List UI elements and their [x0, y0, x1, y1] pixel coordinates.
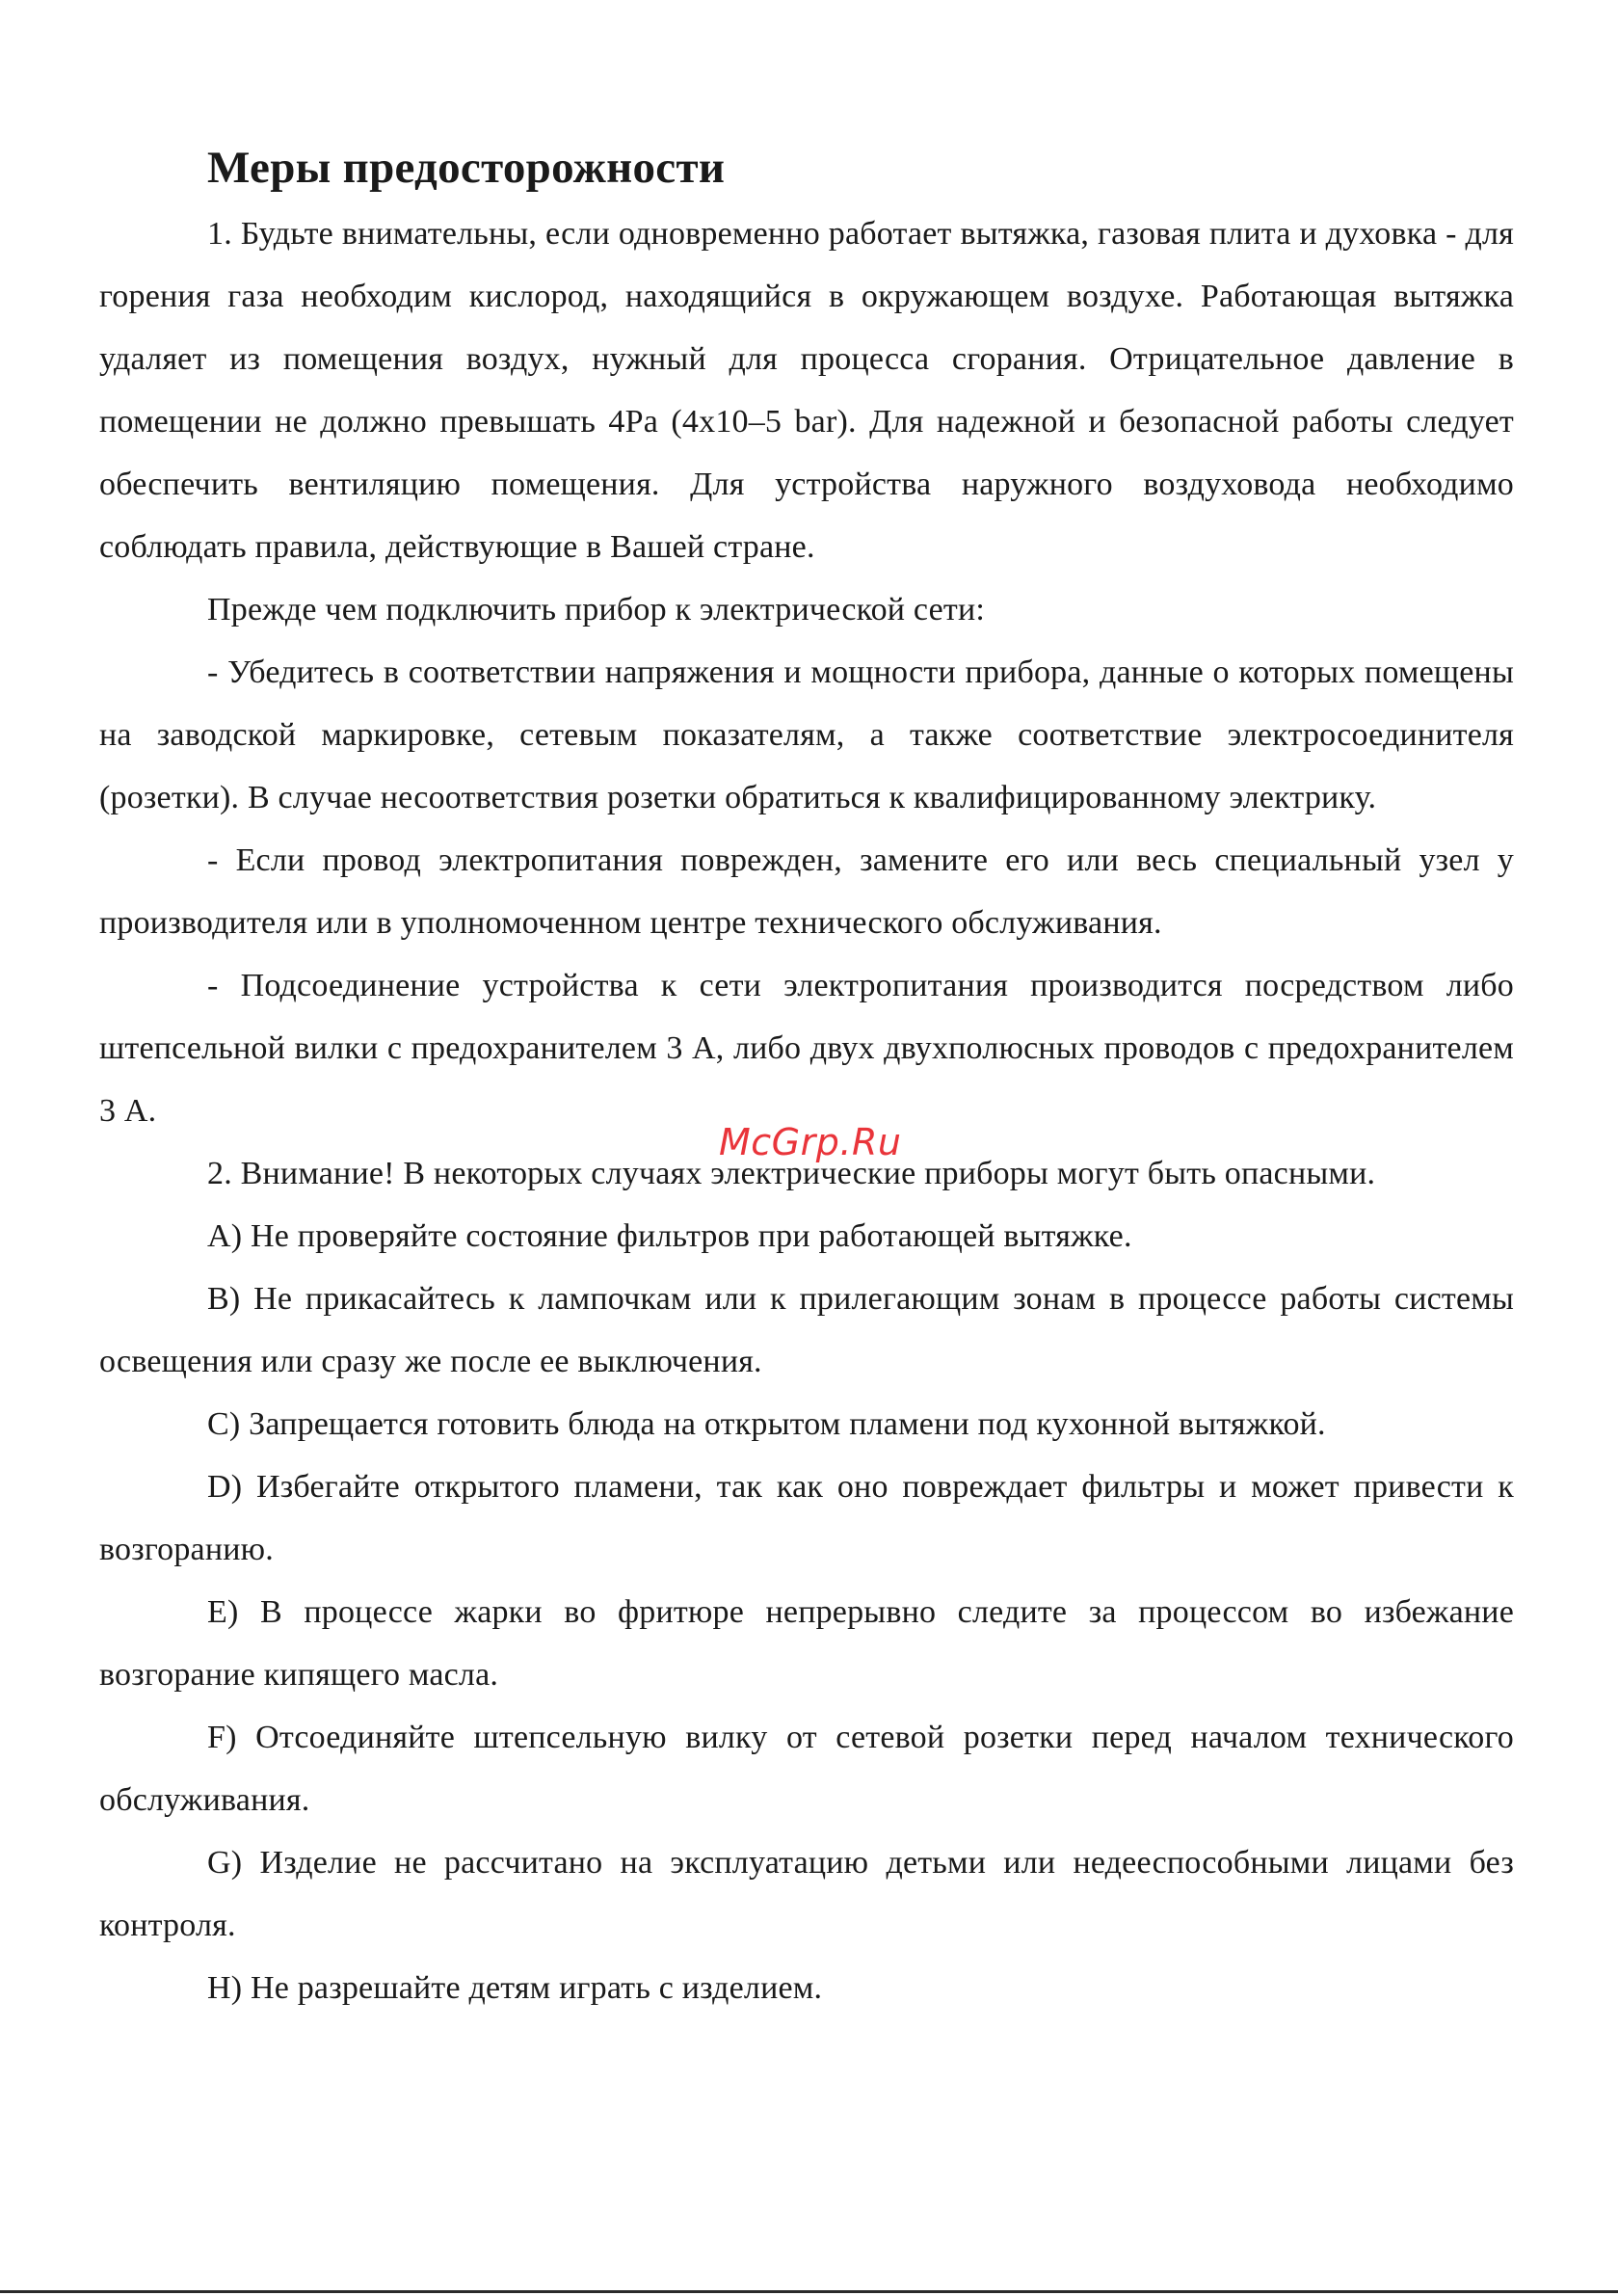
document-page — [99, 133, 1514, 2019]
paragraph-damaged-cord: - Если провод электропитания поврежден, замените его или весь специальный узел у производителя или в уполномоченном центре технического обслуживания. — [99, 842, 1514, 941]
paragraph-item-h: H) Не разрешайте детям играть с изделием. — [207, 1970, 823, 2006]
watermark-logo: McGrp.Ru — [719, 1121, 902, 1163]
paragraph-attention: 2. Внимание! В некоторых случаях электрические приборы могут быть опасными. — [207, 1156, 1376, 1191]
page-title: Меры предосторожности — [207, 143, 726, 193]
paragraph-item-e: E) В процессе жарки во фритюре непрерывно следите за процессом во избежание возгорание кипящего масла. — [99, 1594, 1514, 1693]
paragraph-before-connect: Прежде чем подключить прибор к электрической сети: — [207, 592, 985, 627]
bottom-divider — [0, 2290, 1618, 2293]
paragraph-item-c: C) Запрещается готовить блюда на открытом пламени под кухонной вытяжкой. — [207, 1406, 1326, 1442]
paragraph-item-b: B) Не прикасайтесь к лампочкам или к прилегающим зонам в процессе работы системы освещения или сразу же после ее выключения. — [99, 1281, 1514, 1379]
paragraph-item-a: A) Не проверяйте состояние фильтров при работающей вытяжке. — [207, 1218, 1132, 1254]
paragraph-item-g: G) Изделие не рассчитано на эксплуатацию детьми или недееспособными лицами без контроля. — [99, 1845, 1514, 1943]
paragraph-item-f: F) Отсоединяйте штепсельную вилку от сетевой розетки перед началом технического обслуживания. — [99, 1720, 1514, 1818]
paragraph-fuse-connection: - Подсоединение устройства к сети электропитания производится посредством либо штепсельной вилки с предохранителем 3 А, либо двух двухполюсных проводов с предохранителем 3 А. — [99, 968, 1514, 1129]
paragraph-voltage-check: - Убедитесь в соответствии напряжения и мощности прибора, данные о которых помещены на заводской маркировке, сетевым показателям, а также соответствие электросоединителя (розетки). В случае несоответствия розетки обратиться к квалифицированному электрику. — [99, 654, 1514, 815]
paragraph-gas-ventilation: 1. Будьте внимательны, если одновременно работает вытяжка, газовая плита и духовка - для горения газа необходим кислород, находящийся в окружающем воздухе. Работающая вытяжка удаляет из помещения воздух, нужный для процесса сгорания. Отрицательное давление в помещении не должно превышать 4Pa (4x10–5 bar). Для надежной и безопасной работы следует обеспечить вентиляцию помещения. Для устройства наружного воздуховода необходимо соблюдать правила, действующие в Вашей стране. — [99, 216, 1514, 565]
paragraph-item-d: D) Избегайте открытого пламени, так как оно повреждает фильтры и может привести к возгоранию. — [99, 1469, 1514, 1567]
